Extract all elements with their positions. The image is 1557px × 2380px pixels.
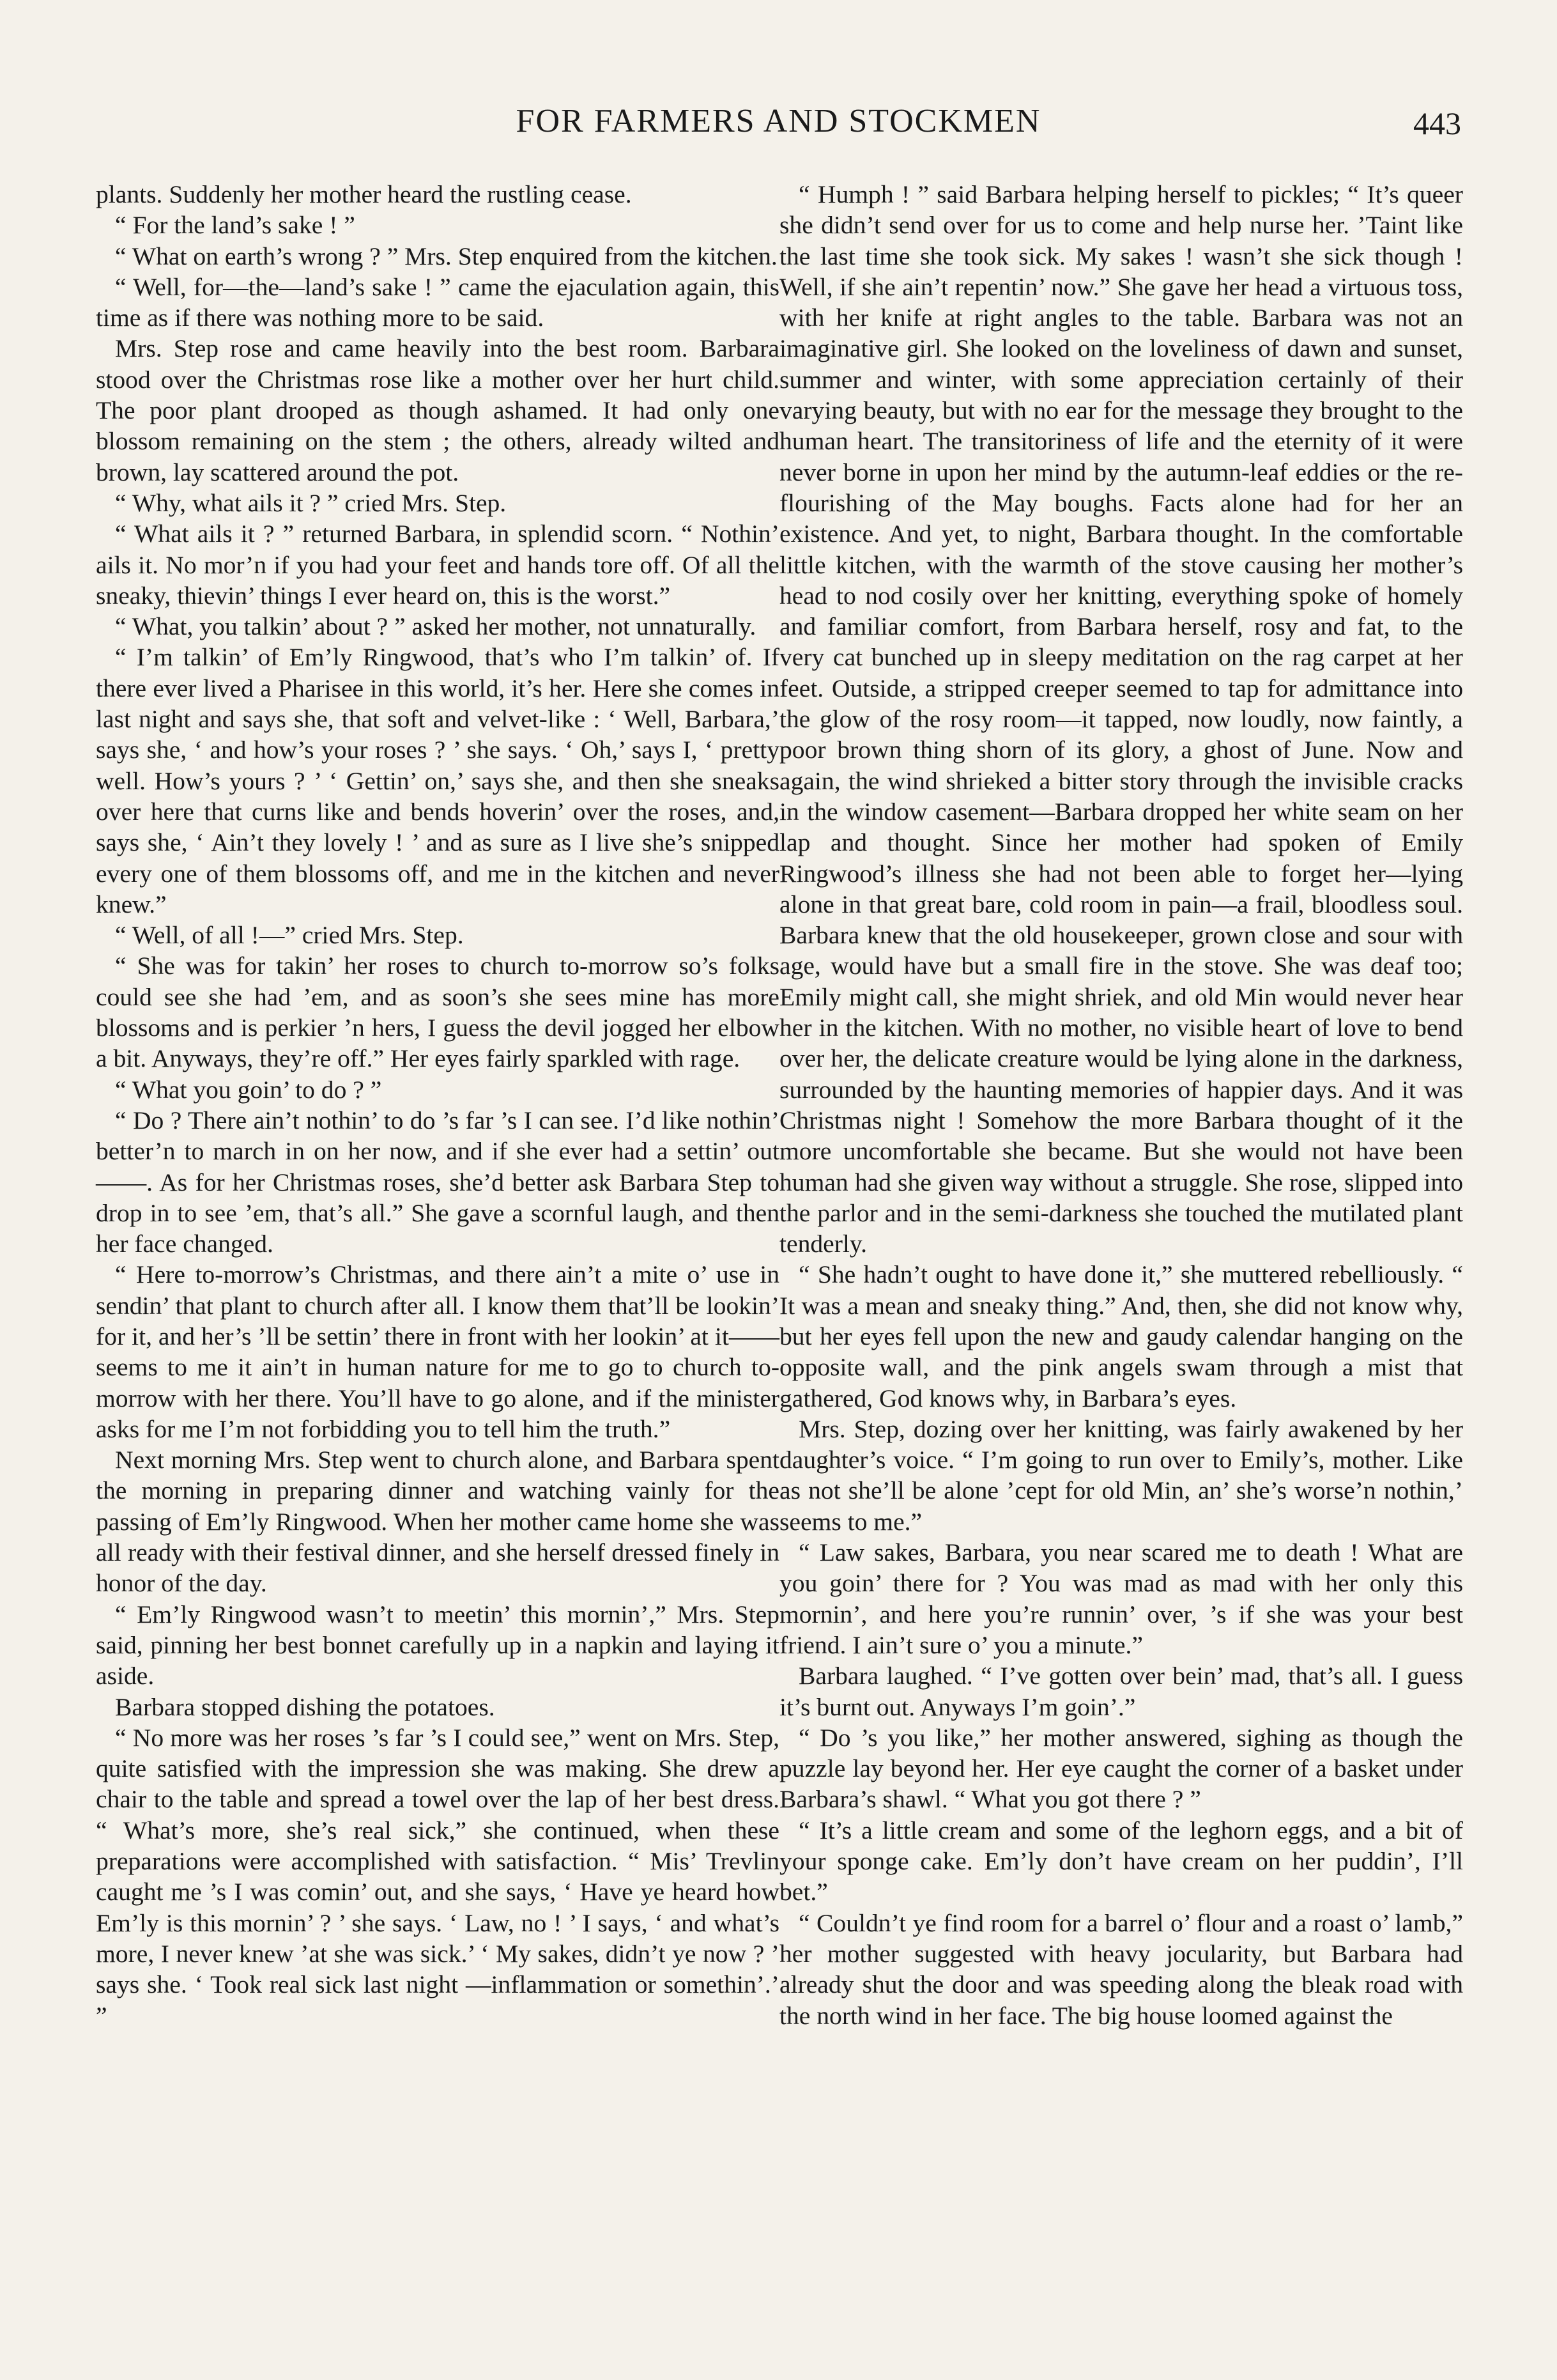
paragraph: “ For the land’s sake ! ” bbox=[115, 211, 355, 240]
paragraph: “ What on earth’s wrong ? ” Mrs. Step enquired from the kitchen. bbox=[115, 242, 778, 270]
paragraph: “ Do ? There ain’t nothin’ to do ’s far ’s I can see. I’d like nothin’ better’n to march in on her now, and if she ever had a settin’ out——. As for her Christmas roses, she’d better ask Barbara Step to drop in to see ’em, that’s all.” She gave a scornful laugh, and then her face changed. bbox=[96, 1106, 779, 1258]
paragraph: “ Do ’s you like,” her mother answered, sighing as though the puzzle lay beyond her. Her eye caught the corner of a basket under Barbara’s shawl. “ What you got there ? ” bbox=[779, 1723, 1463, 1814]
paragraph: Mrs. Step, dozing over her knitting, was fairly awakened by her daughter’s voice. “ I’m going to run over to Emily’s, mother. Like as not she’ll be alone ’cept for old Min, an’ she’s worse’n nothin,’ seems to me.” bbox=[779, 1414, 1463, 1536]
paragraph: “ Well, of all !—” cried Mrs. Step. bbox=[115, 921, 464, 950]
paragraph: “ Couldn’t ye find room for a barrel o’ flour and a roast o’ lamb,” her mother suggested with heavy jocularity, but Barbara had already shut the door and was speeding along the bleak road with the north wind in her face. The big house loomed against the bbox=[779, 1908, 1463, 2030]
page-header bbox=[0, 96, 1557, 147]
paragraph: plants. Suddenly her mother heard the rustling cease. bbox=[96, 180, 632, 208]
paragraph: “ Well, for—the—land’s sake ! ” came the ejaculation again, this time as if there was nothing more to be said. bbox=[96, 272, 779, 332]
paragraph: “ Here to-morrow’s Christmas, and there ain’t a mite o’ use in sendin’ that plant to church after all. I know them that’ll be lookin’ for it, and her’s ’ll be settin’ there in front with her lookin’ at it——seems to me it ain’t in human nature for me to go to church to-morrow with her there. You’ll have to go alone, and if the minister asks for me I’m not forbidding you to tell him the truth.” bbox=[96, 1260, 779, 1443]
paragraph: “ What you goin’ to do ? ” bbox=[115, 1075, 382, 1104]
paragraph: “ Why, what ails it ? ” cried Mrs. Step. bbox=[115, 488, 507, 517]
paragraph: “ She hadn’t ought to have done it,” she muttered rebelliously. “ It was a mean and sneaky thing.” And, then, she did not know why, but her eyes fell upon the new and gaudy calendar hanging on the opposite wall, and the pink angels swam through a mist that gathered, God knows why, in Barbara’s eyes. bbox=[779, 1260, 1463, 1412]
left-column bbox=[96, 179, 779, 2031]
paragraph: Mrs. Step rose and came heavily into the best room. Barbara stood over the Christmas rose like a mother over her hurt child. The poor plant drooped as though ashamed. It had only one blossom remaining on the stem ; the others, already wilted and brown, lay scattered around the pot. bbox=[96, 334, 779, 486]
paragraph: “ What, you talkin’ about ? ” asked her mother, not unnaturally. bbox=[115, 612, 756, 641]
running-head: FOR FARMERS AND STOCKMEN bbox=[516, 103, 1041, 139]
paragraph: “ No more was her roses ’s far ’s I could see,” went on Mrs. Step, quite satisfied with the impression she was making. She drew a chair to the table and spread a towel over the lap of her best dress. “ What’s more, she’s real sick,” she continued, when these preparations were accomplished with satisfaction. “ Mis’ Trevlin caught me ’s I was comin’ out, and she says, ‘ Have ye heard how Em’ly is this mornin’ ? ’ she says. ‘ Law, no ! ’ I says, ‘ and what’s more, I never knew ’at she was sick.’ ‘ My sakes, didn’t ye now ? ’ says she. ‘ Took real sick last night —inflammation or somethin’.’ ” bbox=[96, 1723, 779, 2030]
paragraph: “ What ails it ? ” returned Barbara, in splendid scorn. “ Nothin’ ails it. No mor’n if you had your feet and hands tore off. Of all the sneaky, thievin’ things I ever heard on, this is the worst.” bbox=[96, 520, 779, 610]
paragraph: Next morning Mrs. Step went to church alone, and Barbara spent the morning in preparing dinner and watching vainly for the passing of Em’ly Ringwood. When her mother came home she was all ready with their festival dinner, and she herself dressed finely in honor of the day. bbox=[96, 1446, 779, 1598]
paragraph: Barbara laughed. “ I’ve gotten over bein’ mad, that’s all. I guess it’s burnt out. Anyways I’m goin’.” bbox=[779, 1662, 1463, 1721]
page-number: 443 bbox=[1413, 105, 1461, 141]
paragraph: “ Humph ! ” said Barbara helping herself to pickles; “ It’s queer she didn’t send over for us to come and help nurse her. ’Taint like the last time she took sick. My sakes ! wasn’t she sick though ! Well, if she ain’t repentin’ now.” She gave her head a virtuous toss, with her knife at right angles to the table. Barbara was not an imaginative girl. She looked on the loveliness of dawn and sunset, summer and winter, with some appreciation certainly of their varying beauty, but with no ear for the message they brought to the human heart. The transitoriness of life and the eternity of it were never borne in upon her mind by the autumn-leaf eddies or the re-flourishing of the May boughs. Facts alone had for her an existence. And yet, to night, Barbara thought. In the comfortable little kitchen, with the warmth of the stove causing her mother’s head to nod cosily over her knitting, everything spoke of homely and familiar comfort, from Barbara herself, rosy and fat, to the very cat bunched up in sleepy meditation on the rag carpet at her feet. Outside, a stripped creeper seemed to tap for admittance into the glow of the rosy room—it tapped, now loudly, now faintly, a poor brown thing shorn of its glory, a ghost of June. Now and again, the wind shrieked a bitter story through the invisible cracks in the window casement—Barbara dropped her white seam on her lap and thought. Since her mother had spoken of Emily Ringwood’s illness she had not been able to forget her—lying alone in that great bare, cold room in pain—a frail, bloodless soul. Barbara knew that the old housekeeper, grown close and sour with age, would have but a small fire in the stove. She was deaf too; Emily might call, she might shriek, and old Min would never hear her in the kitchen. With no mother, no visible heart of love to bend over her, the delicate creature would be lying alone in the darkness, surrounded by the haunting memories of happier days. And it was Christmas night ! Somehow the more Barbara thought of it the more uncomfortable she became. But she would not have been human had she given way without a struggle. She rose, slipped into the parlor and in the semi-darkness she touched the mutilated plant tenderly. bbox=[779, 180, 1463, 1258]
paragraph: Barbara stopped dishing the potatoes. bbox=[115, 1692, 495, 1721]
paragraph: “ She was for takin’ her roses to church to-morrow so’s folks could see she had ’em, and as soon’s she sees mine has more blossoms and is perkier ’n hers, I guess the devil jogged her elbow a bit. Anyways, they’re off.” Her eyes fairly sparkled with rage. bbox=[96, 952, 779, 1073]
paragraph: “ I’m talkin’ of Em’ly Ringwood, that’s who I’m talkin’ of. If there ever lived a Pharisee in this world, it’s her. Here she comes in last night and says she, that soft and velvet-like : ‘ Well, Barbara,’ says she, ‘ and how’s your roses ? ’ she says. ‘ Oh,’ says I, ‘ pretty well. How’s yours ? ’ ‘ Gettin’ on,’ says she, and then she sneaks over here that curns like and bends hoverin’ over the roses, and, says she, ‘ Ain’t they lovely ! ’ and as sure as I live she’s snipped every one of them blossoms off, and me in the kitchen and never knew.” bbox=[96, 643, 779, 918]
paragraph: “ Em’ly Ringwood wasn’t to meetin’ this mornin’,” Mrs. Step said, pinning her best bonnet carefully up in a napkin and laying it aside. bbox=[96, 1600, 779, 1690]
paragraph: “ Law sakes, Barbara, you near scared me to death ! What are you goin’ there for ? You was mad as mad with her only this mornin’, and here you’re runnin’ over, ’s if she was your best friend. I ain’t sure o’ you a minute.” bbox=[779, 1538, 1463, 1659]
paragraph: “ It’s a little cream and some of the leghorn eggs, and a bit of your sponge cake. Em’ly don’t have cream on her puddin’, I’ll bet.” bbox=[779, 1816, 1463, 1906]
right-column bbox=[779, 179, 1463, 2031]
